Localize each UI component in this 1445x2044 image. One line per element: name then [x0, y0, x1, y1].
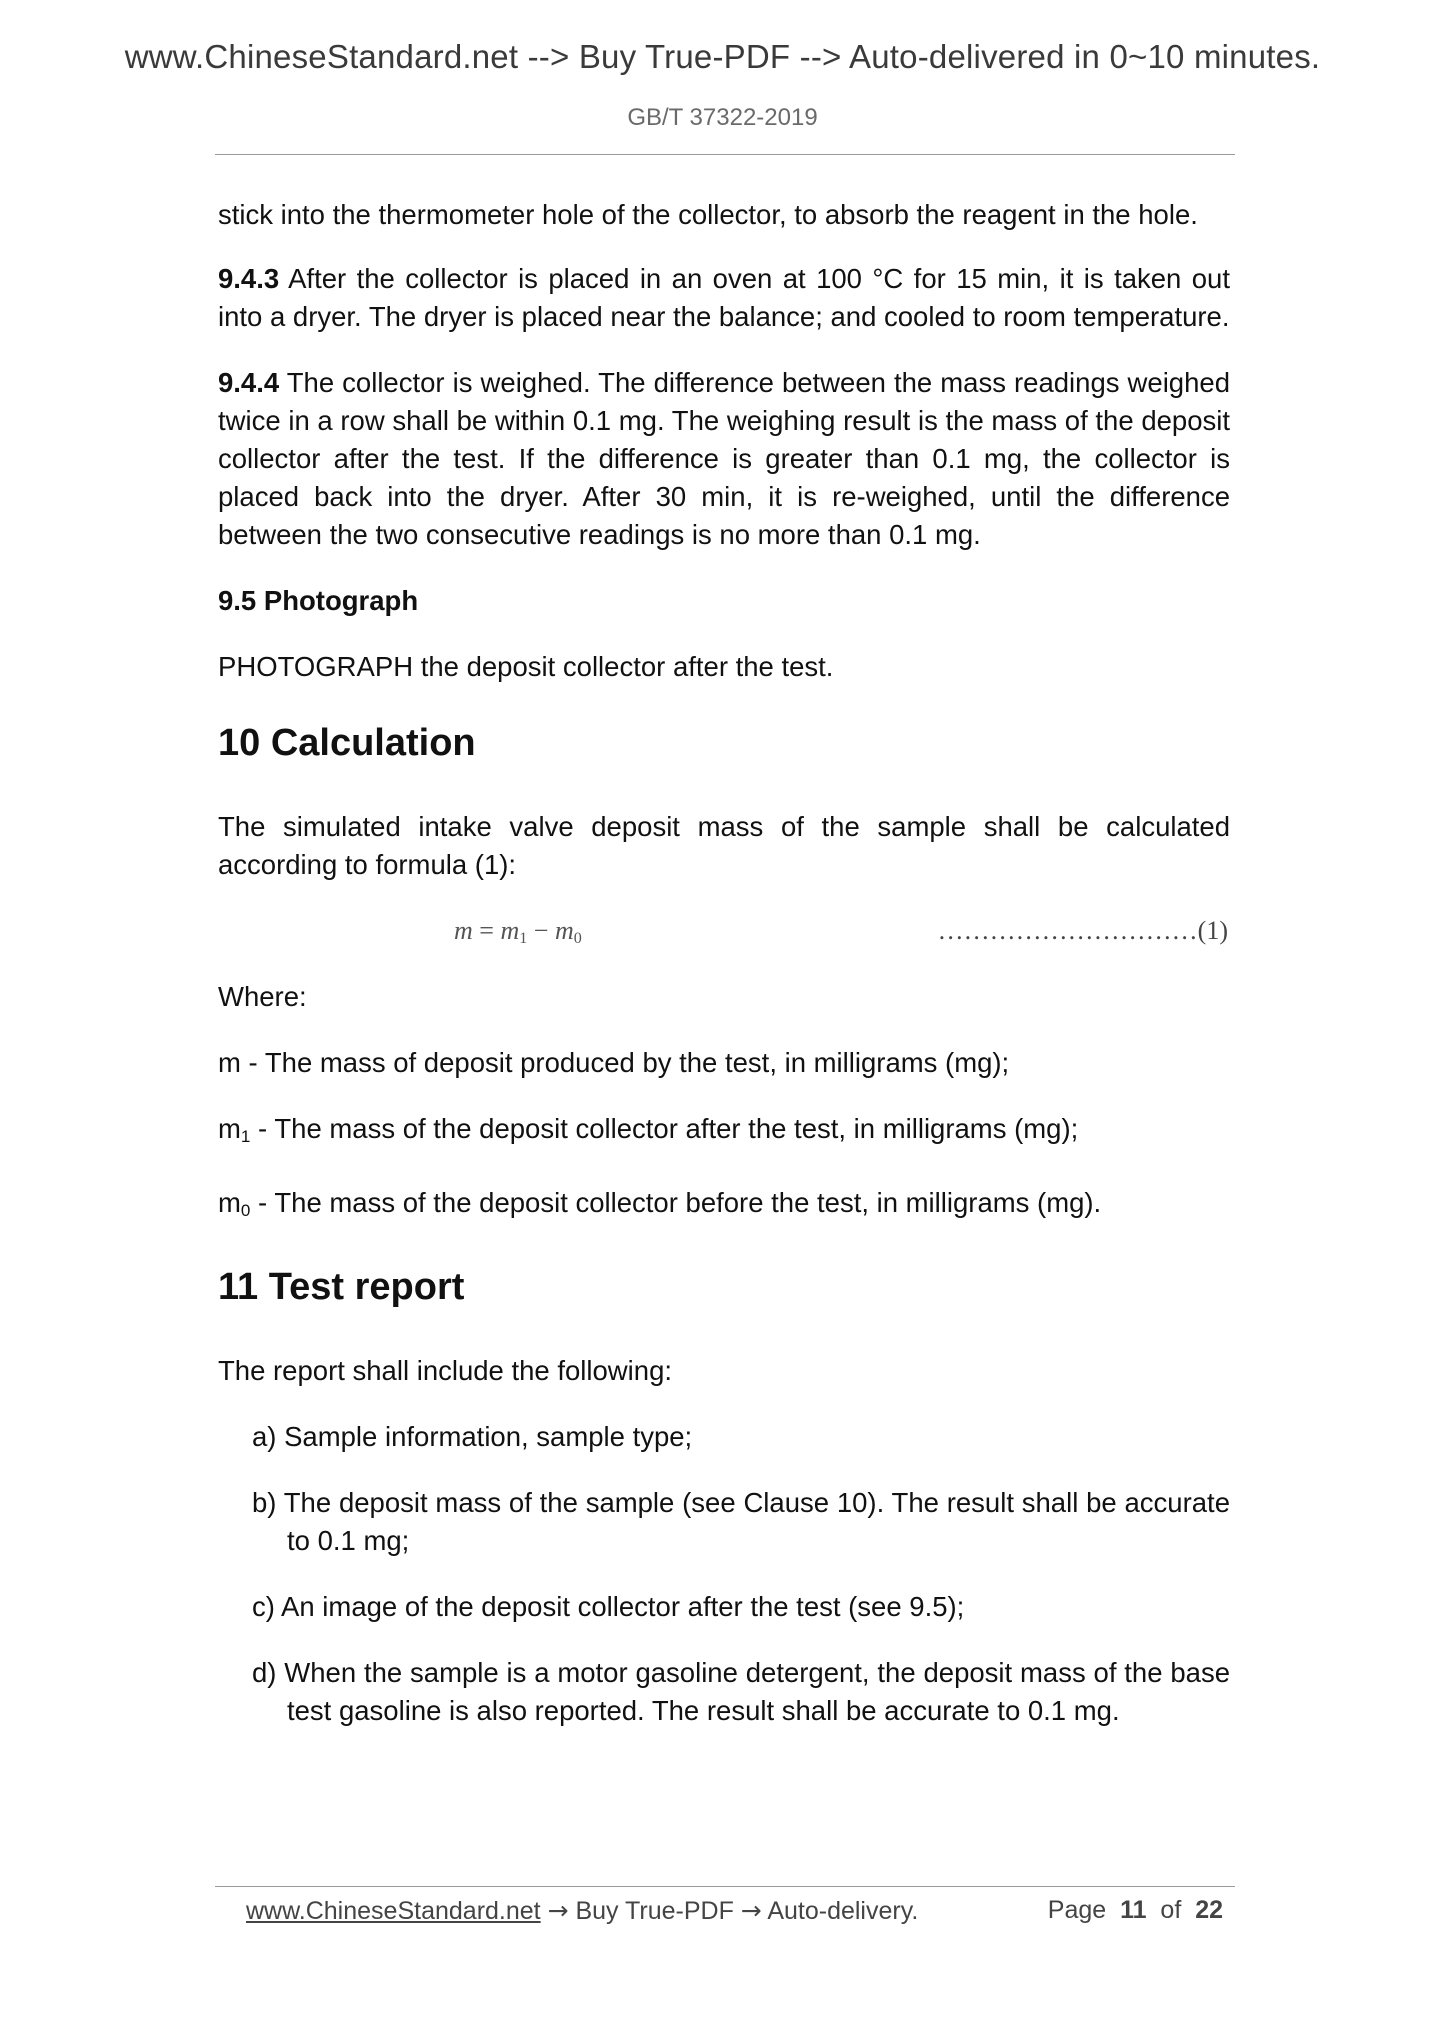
- clause-9-5-text: PHOTOGRAPH the deposit collector after the test.: [218, 651, 834, 682]
- top-banner: www.ChineseStandard.net --> Buy True-PDF --> Auto-delivered in 0~10 minutes.: [124, 38, 1321, 75]
- clause-number: 9.4.4: [218, 367, 280, 398]
- clause-9-4-3: [218, 260, 1230, 336]
- page-footer: [246, 1896, 1231, 1926]
- document-id: GB/T 37322-2019: [627, 104, 818, 131]
- list-item: b) The deposit mass of the sample (see Clause 10). The result shall be accurate to 0.1 mg;: [252, 1487, 1230, 1556]
- formula-number: …………………………(1): [937, 916, 1228, 945]
- footer-auto-text: Auto-delivery.: [761, 1897, 919, 1925]
- clause-number: 9.4.3: [218, 263, 280, 294]
- page-number: Page 11 of 22: [1047, 1896, 1223, 1924]
- list-item: a) Sample information, sample type;: [252, 1421, 693, 1452]
- section-11-text: The report shall include the following:: [218, 1355, 673, 1386]
- definition-m0: $m_0$ - The mass of the deposit collector before the test, in milligrams (mg).: [218, 1187, 1102, 1220]
- section-10-heading: 10 Calculation: [218, 722, 476, 764]
- clause-9-4-4: [218, 364, 1230, 554]
- section-10-text: The simulated intake valve deposit mass of the sample shall be calculated according to formula (1):: [218, 811, 1230, 880]
- section-11-heading: 11 Test report: [218, 1266, 465, 1308]
- footer-buy-text: Buy True-PDF: [568, 1897, 741, 1925]
- header-divider: [215, 154, 1235, 155]
- clause-text: The collector is weighed. The difference between the mass readings weighed twice in a row shall be within 0.1 mg. The weighing result is the mass of the deposit collector after the test. If the difference is greater than 0.1 mg, the collector is placed back into the dryer. After 30 min, it is re-weighed, until the difference between the two consecutive readings is no more than 0.1 mg.: [218, 367, 1230, 550]
- formula-expression: $m = m_1 - m_0$: [454, 916, 582, 947]
- arrow-right-icon: →: [740, 1896, 762, 1925]
- where-label: Where:: [218, 981, 307, 1012]
- formula-1: [218, 908, 1230, 954]
- list-item: d) When the sample is a motor gasoline detergent, the deposit mass of the base test gasoline is also reported. The result shall be accurate to 0.1 mg.: [252, 1657, 1230, 1726]
- arrow-right-icon: →: [547, 1896, 569, 1925]
- definition-m: m - The mass of deposit produced by the test, in milligrams (mg);: [218, 1047, 1010, 1078]
- list-item: c) An image of the deposit collector after the test (see 9.5);: [252, 1591, 965, 1622]
- paragraph-continuation: stick into the thermometer hole of the collector, to absorb the reagent in the hole.: [218, 199, 1198, 230]
- footer-divider: [215, 1886, 1235, 1887]
- clause-text: After the collector is placed in an oven at 100 °C for 15 min, it is taken out into a dryer. The dryer is placed near the balance; and cooled to room temperature.: [218, 263, 1230, 332]
- clause-9-5-title: 9.5 Photograph: [218, 585, 419, 616]
- definition-m1: $m_1$ - The mass of the deposit collector after the test, in milligrams (mg);: [218, 1113, 1079, 1146]
- page-content: [218, 196, 1230, 1758]
- footer-site-link[interactable]: www.ChineseStandard.net: [246, 1897, 541, 1925]
